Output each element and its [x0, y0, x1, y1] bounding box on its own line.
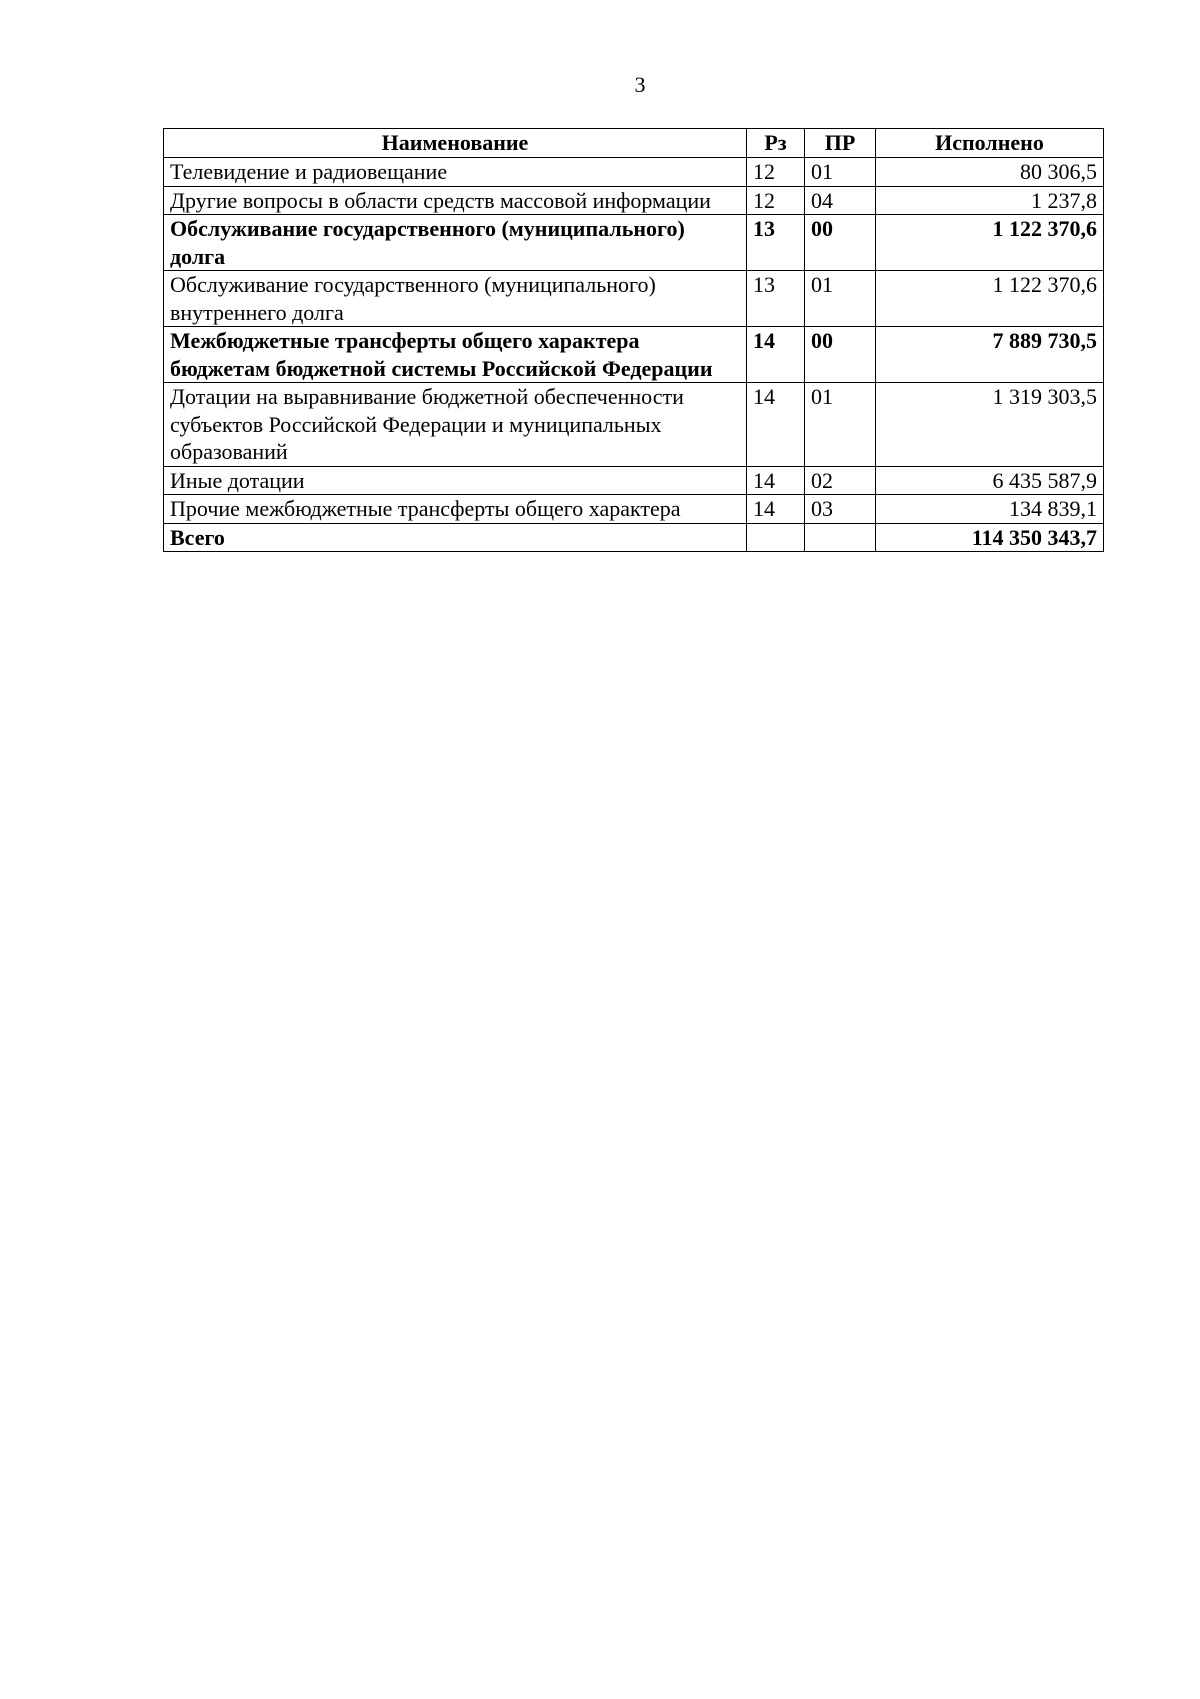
row-pr: 00	[805, 327, 876, 383]
header-executed: Исполнено	[876, 129, 1104, 158]
row-name: Межбюджетные трансферты общего характера бюджетам бюджетной системы Российской Федерации	[164, 327, 747, 383]
row-executed: 1 319 303,5	[876, 383, 1104, 467]
total-name: Всего	[164, 523, 747, 552]
row-name: Телевидение и радиовещание	[164, 158, 747, 187]
row-name: Дотации на выравнивание бюджетной обеспеченности субъектов Российской Федерации и муниципальных образований	[164, 383, 747, 467]
total-rz	[747, 523, 805, 552]
row-rz: 14	[747, 383, 805, 467]
row-name: Обслуживание государственного (муниципального) внутреннего долга	[164, 271, 747, 327]
row-rz: 14	[747, 327, 805, 383]
total-pr	[805, 523, 876, 552]
total-row	[164, 523, 1104, 552]
header-rz: Рз	[747, 129, 805, 158]
row-rz: 12	[747, 158, 805, 187]
row-name: Обслуживание государственного (муниципального) долга	[164, 215, 747, 271]
table-body	[164, 158, 1104, 552]
row-executed: 7 889 730,5	[876, 327, 1104, 383]
row-executed: 1 237,8	[876, 186, 1104, 215]
row-rz: 13	[747, 271, 805, 327]
row-rz: 14	[747, 466, 805, 495]
row-executed: 1 122 370,6	[876, 271, 1104, 327]
budget-table	[163, 128, 1104, 552]
row-pr: 01	[805, 383, 876, 467]
total-executed: 114 350 343,7	[876, 523, 1104, 552]
row-pr: 02	[805, 466, 876, 495]
row-pr: 00	[805, 215, 876, 271]
table-row	[164, 495, 1104, 524]
row-executed: 134 839,1	[876, 495, 1104, 524]
row-name: Иные дотации	[164, 466, 747, 495]
row-executed: 1 122 370,6	[876, 215, 1104, 271]
row-pr: 04	[805, 186, 876, 215]
table-row	[164, 466, 1104, 495]
row-rz: 12	[747, 186, 805, 215]
table-row	[164, 158, 1104, 187]
table-row	[164, 186, 1104, 215]
page-number: 3	[634, 72, 646, 97]
row-rz: 14	[747, 495, 805, 524]
table-row	[164, 383, 1104, 467]
header-row	[164, 129, 1104, 158]
row-name: Прочие межбюджетные трансферты общего характера	[164, 495, 747, 524]
table-row	[164, 327, 1104, 383]
row-rz: 13	[747, 215, 805, 271]
table-row	[164, 271, 1104, 327]
table-row	[164, 215, 1104, 271]
header-pr: ПР	[805, 129, 876, 158]
row-pr: 03	[805, 495, 876, 524]
row-executed: 80 306,5	[876, 158, 1104, 187]
header-name: Наименование	[164, 129, 747, 158]
table-header	[164, 129, 1104, 158]
row-pr: 01	[805, 271, 876, 327]
row-executed: 6 435 587,9	[876, 466, 1104, 495]
row-pr: 01	[805, 158, 876, 187]
row-name: Другие вопросы в области средств массовой информации	[164, 186, 747, 215]
